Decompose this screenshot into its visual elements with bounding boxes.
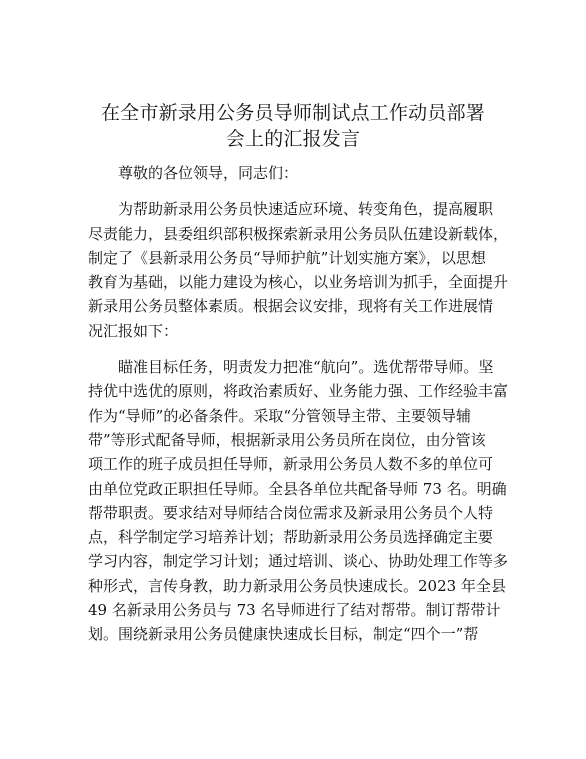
- paragraph-line: 为帮助新录用公务员快速适应环境、转变角色，提高履职: [118, 200, 494, 219]
- paragraph-line: 制定了《县新录用公务员“导师护航”计划实施方案》，以思想: [88, 248, 486, 267]
- paragraph-line: 由单位党政正职担任导师。全县各单位共配备导师 73 名。明确: [88, 479, 507, 498]
- paragraph-line: 持优中选优的原则，将政治素质好、业务能力强、工作经验丰富: [88, 382, 509, 401]
- document-body: [88, 161, 509, 647]
- paragraph-line: 点，科学制定学习培养计划；帮助新录用公务员选择确定主要: [88, 528, 494, 547]
- paragraph-line: 划。围绕新录用公务员健康快速成长目标，制定“四个一”帮: [88, 625, 479, 644]
- paragraph-line: 49 名新录用公务员与 73 名导师进行了结对帮带。制订帮带计: [88, 601, 501, 620]
- paragraph-line: 项工作的班子成员担任导师，新录用公务员人数不多的单位可: [88, 455, 494, 474]
- paragraph-line: 学习内容，制定学习计划；通过培训、谈心、协助处理工作等多: [88, 552, 509, 571]
- paragraph-line: 教育为基础，以能力建设为核心，以业务培训为抓手，全面提升: [88, 273, 509, 292]
- paragraph-line: 帮带职责。要求结对导师结合岗位需求及新录用公务员个人特: [88, 503, 494, 522]
- paragraph-line: 尽责能力，县委组织部积极探索新录用公务员队伍建设新载体，: [88, 224, 509, 243]
- paragraph-line: 新录用公务员整体素质。根据会议安排，现将有关工作进展情: [88, 297, 494, 316]
- greeting: 尊敬的各位领导，同志们：: [118, 164, 299, 182]
- paragraph-line: 种形式，言传身教，助力新录用公务员快速成长。2023 年全县: [88, 576, 506, 595]
- document-title: [70, 100, 516, 152]
- title-line: 会上的汇报发言: [225, 128, 361, 150]
- paragraph-2: [88, 355, 509, 647]
- title-line: 在全市新录用公务员导师制试点工作动员部署: [100, 102, 485, 124]
- paragraph-1: [88, 197, 509, 343]
- paragraph-line: 瞄准目标任务，明责发力把准“航向”。选优帮带导师。坚: [118, 358, 494, 377]
- paragraph-line: 况汇报如下：: [88, 321, 179, 340]
- paragraph-line: 带”等形式配备导师，根据新录用公务员所在岗位，由分管该: [88, 430, 486, 449]
- paragraph-line: 作为“导师”的必备条件。采取“分管领导主带、主要领导辅: [88, 406, 472, 425]
